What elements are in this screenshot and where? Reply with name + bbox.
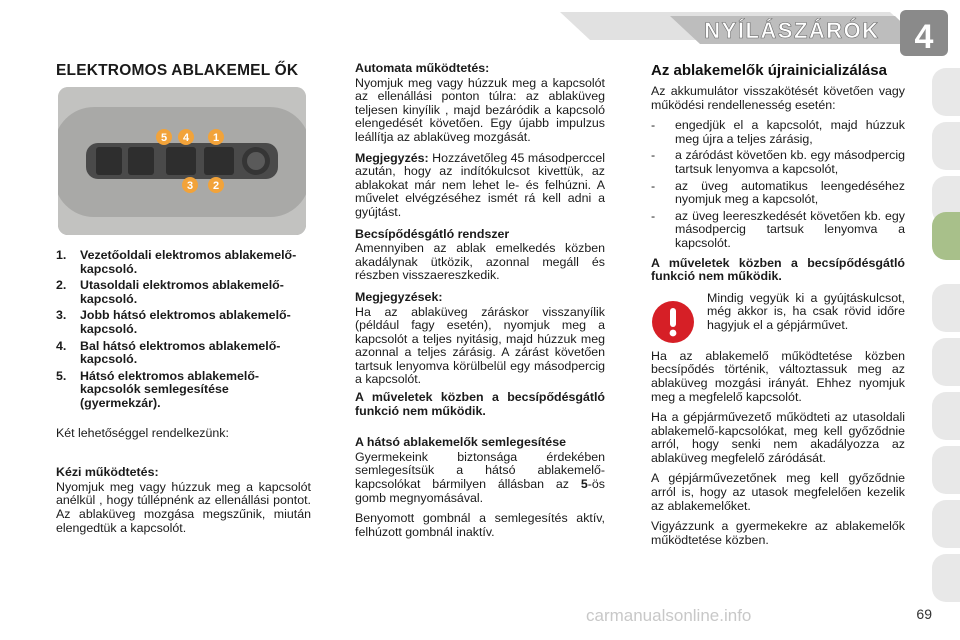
note-text: Hozzávetőleg 45 másodperccel azután, hogy az indítókulcsot kivettük, az ablakokat már nem lehet le- és felhúzni. A művelet elvégzéséhez ismét rá kell adni a gyújtást.	[355, 150, 606, 219]
side-tab	[932, 68, 960, 116]
rear-text: Gyermekeink biztonsága érdekében semlegesítsük a hátsó ablakemelő-kapcsolókat bármilyen állásban az 5-ös gomb megnyomásával.	[355, 449, 605, 505]
page-number: 69	[916, 606, 932, 622]
warning-exclamation-icon	[651, 300, 695, 344]
auto-text: Nyomjuk meg vagy húzzuk meg a kapcsolót az ellenállási ponton túlra: az ablaküveg teljesen kinyílik , majd bezáródik a kapcsoló elengedését követően. Egy újabb impulzus leállítja az ablaküveg mozgását.	[355, 75, 605, 144]
note-paragraph	[355, 152, 605, 220]
notes-text: Ha az ablaküveg záráskor visszanyílik (például fagy esetén), nyomjuk meg a kapcsolót a teljes nyitásig, majd húzzuk meg azonnal a teljes zárásig. A zárást követően tartsuk lenyomva körülbelül egy másodpercig a kapcsolót.	[355, 304, 605, 387]
right-column	[651, 62, 905, 554]
callout-label: 5	[160, 132, 168, 144]
section-title: ELEKTROMOS ABLAKEMEL ŐK	[56, 62, 299, 79]
side-tab	[932, 284, 960, 332]
side-tab-active	[932, 212, 960, 260]
intro-text: Két lehetőséggel rendelkezünk:	[56, 425, 229, 440]
list-item: 5. Hátsó elektromos ablakemelő-kapcsolók semlegesítése (gyermekzár).	[56, 368, 260, 410]
paragraph: Ha a gépjárművezető működteti az utasoldali ablakemelő-kapcsolókat, meg kell győződnie arról, hogy senki nem akadályozza az ablaküveg megfelelő záródását.	[651, 410, 905, 465]
ops-warning: A műveletek közben a becsípődésgátló funkció nem működik.	[355, 390, 605, 418]
list-item: 1. Vezetőoldali elektromos ablakemelő-kapcsoló.	[56, 248, 297, 276]
page-title: NYÍLÁSZÁRÓK	[704, 18, 880, 43]
callout-label: 3	[186, 180, 194, 192]
step-item: - a záródást követően kb. egy másodpercig tartsuk lenyomva a kapcsolót,	[651, 148, 905, 176]
step-item: - engedjük el a kapcsolót, majd húzzuk meg újra a teljes zárásig,	[651, 118, 905, 146]
callout-label: 4	[182, 132, 190, 144]
callout-label: 1	[212, 132, 220, 144]
auto-title: Automata működtetés:	[355, 61, 490, 75]
list-item: 3. Jobb hátsó elektromos ablakemelő-kapcsoló.	[56, 308, 291, 336]
middle-column	[355, 62, 605, 546]
side-tab	[932, 122, 960, 170]
paragraph: A gépjárművezetőnek meg kell győződnie arról is, hogy az utasok megfelelően kezelik az ablakemelőket.	[651, 471, 905, 513]
callout-label: 2	[212, 180, 220, 192]
side-tab	[932, 338, 960, 386]
warning-box	[651, 292, 905, 344]
step-item: - az üveg leereszkedését követően kb. egy másodpercig tartsuk lenyomva a kapcsolót.	[651, 208, 905, 250]
side-tab	[932, 500, 960, 548]
watermark: carmanualsonline.info	[586, 606, 752, 625]
side-tab	[932, 554, 960, 602]
list-item: 2. Utasoldali elektromos ablakemelő-kapcsoló.	[56, 278, 284, 306]
side-tab	[932, 446, 960, 494]
manual-text: Nyomjuk meg vagy húzzuk meg a kapcsolót anélkül , hogy túllépnénk az ellenállási pontot. Az ablaküveg mozgása megszűnik, miután elengedtük a kapcsolót.	[56, 479, 311, 535]
ops-warning-right: A műveletek közben a becsípődésgátló funkció nem működik.	[651, 255, 905, 284]
paragraph: Vigyázzunk a gyermekekre az ablakemelők működtetése közben.	[651, 519, 905, 547]
pinch-text: Amennyiben az ablak emelkedés közben akadálynak ütközik, azonnal megáll és részben visszaereszkedik.	[355, 241, 605, 283]
page-header	[0, 0, 960, 60]
warning-text: Mindig vegyük ki a gyújtáskulcsot, még akkor is, ha csak rövid időre hagyjuk el a gépjárművet.	[707, 290, 905, 332]
window-switch-photo	[58, 87, 306, 235]
reinit-steps	[651, 119, 905, 250]
side-tab	[932, 392, 960, 440]
manual-title: Kézi működtetés:	[56, 465, 159, 480]
notes-title: Megjegyzések:	[355, 289, 443, 304]
pinch-title: Becsípődésgátló rendszer	[355, 226, 510, 241]
switch-panel-illustration	[58, 87, 306, 235]
rear-title: A hátsó ablakemelők semlegesítése	[355, 435, 566, 450]
rear-text-2: Benyomott gombnál a semlegesítés aktív, felhúzott gombnál inaktív.	[355, 511, 605, 539]
note-label: Megjegyzés:	[355, 150, 429, 165]
reinit-intro: Az akkumulátor visszakötését követően vagy működési rendellenesség esetén:	[651, 84, 905, 112]
left-column	[56, 62, 311, 542]
list-item: 4. Bal hátsó elektromos ablakemelő-kapcsoló.	[56, 338, 281, 367]
step-item: - az üveg automatikus leengedéséhez nyomjuk meg a kapcsolót,	[651, 178, 905, 207]
chapter-number: 4	[914, 18, 934, 56]
switch-list	[56, 249, 311, 411]
reinit-title: Az ablakemelők újrainicializálása	[651, 62, 887, 79]
paragraph: Ha az ablakemelő működtetése közben becsípődés történik, változtassuk meg az ablaküveg mozgási irányát. Ehhez nyomjuk meg a megfelelő kapcsolót.	[651, 348, 905, 404]
